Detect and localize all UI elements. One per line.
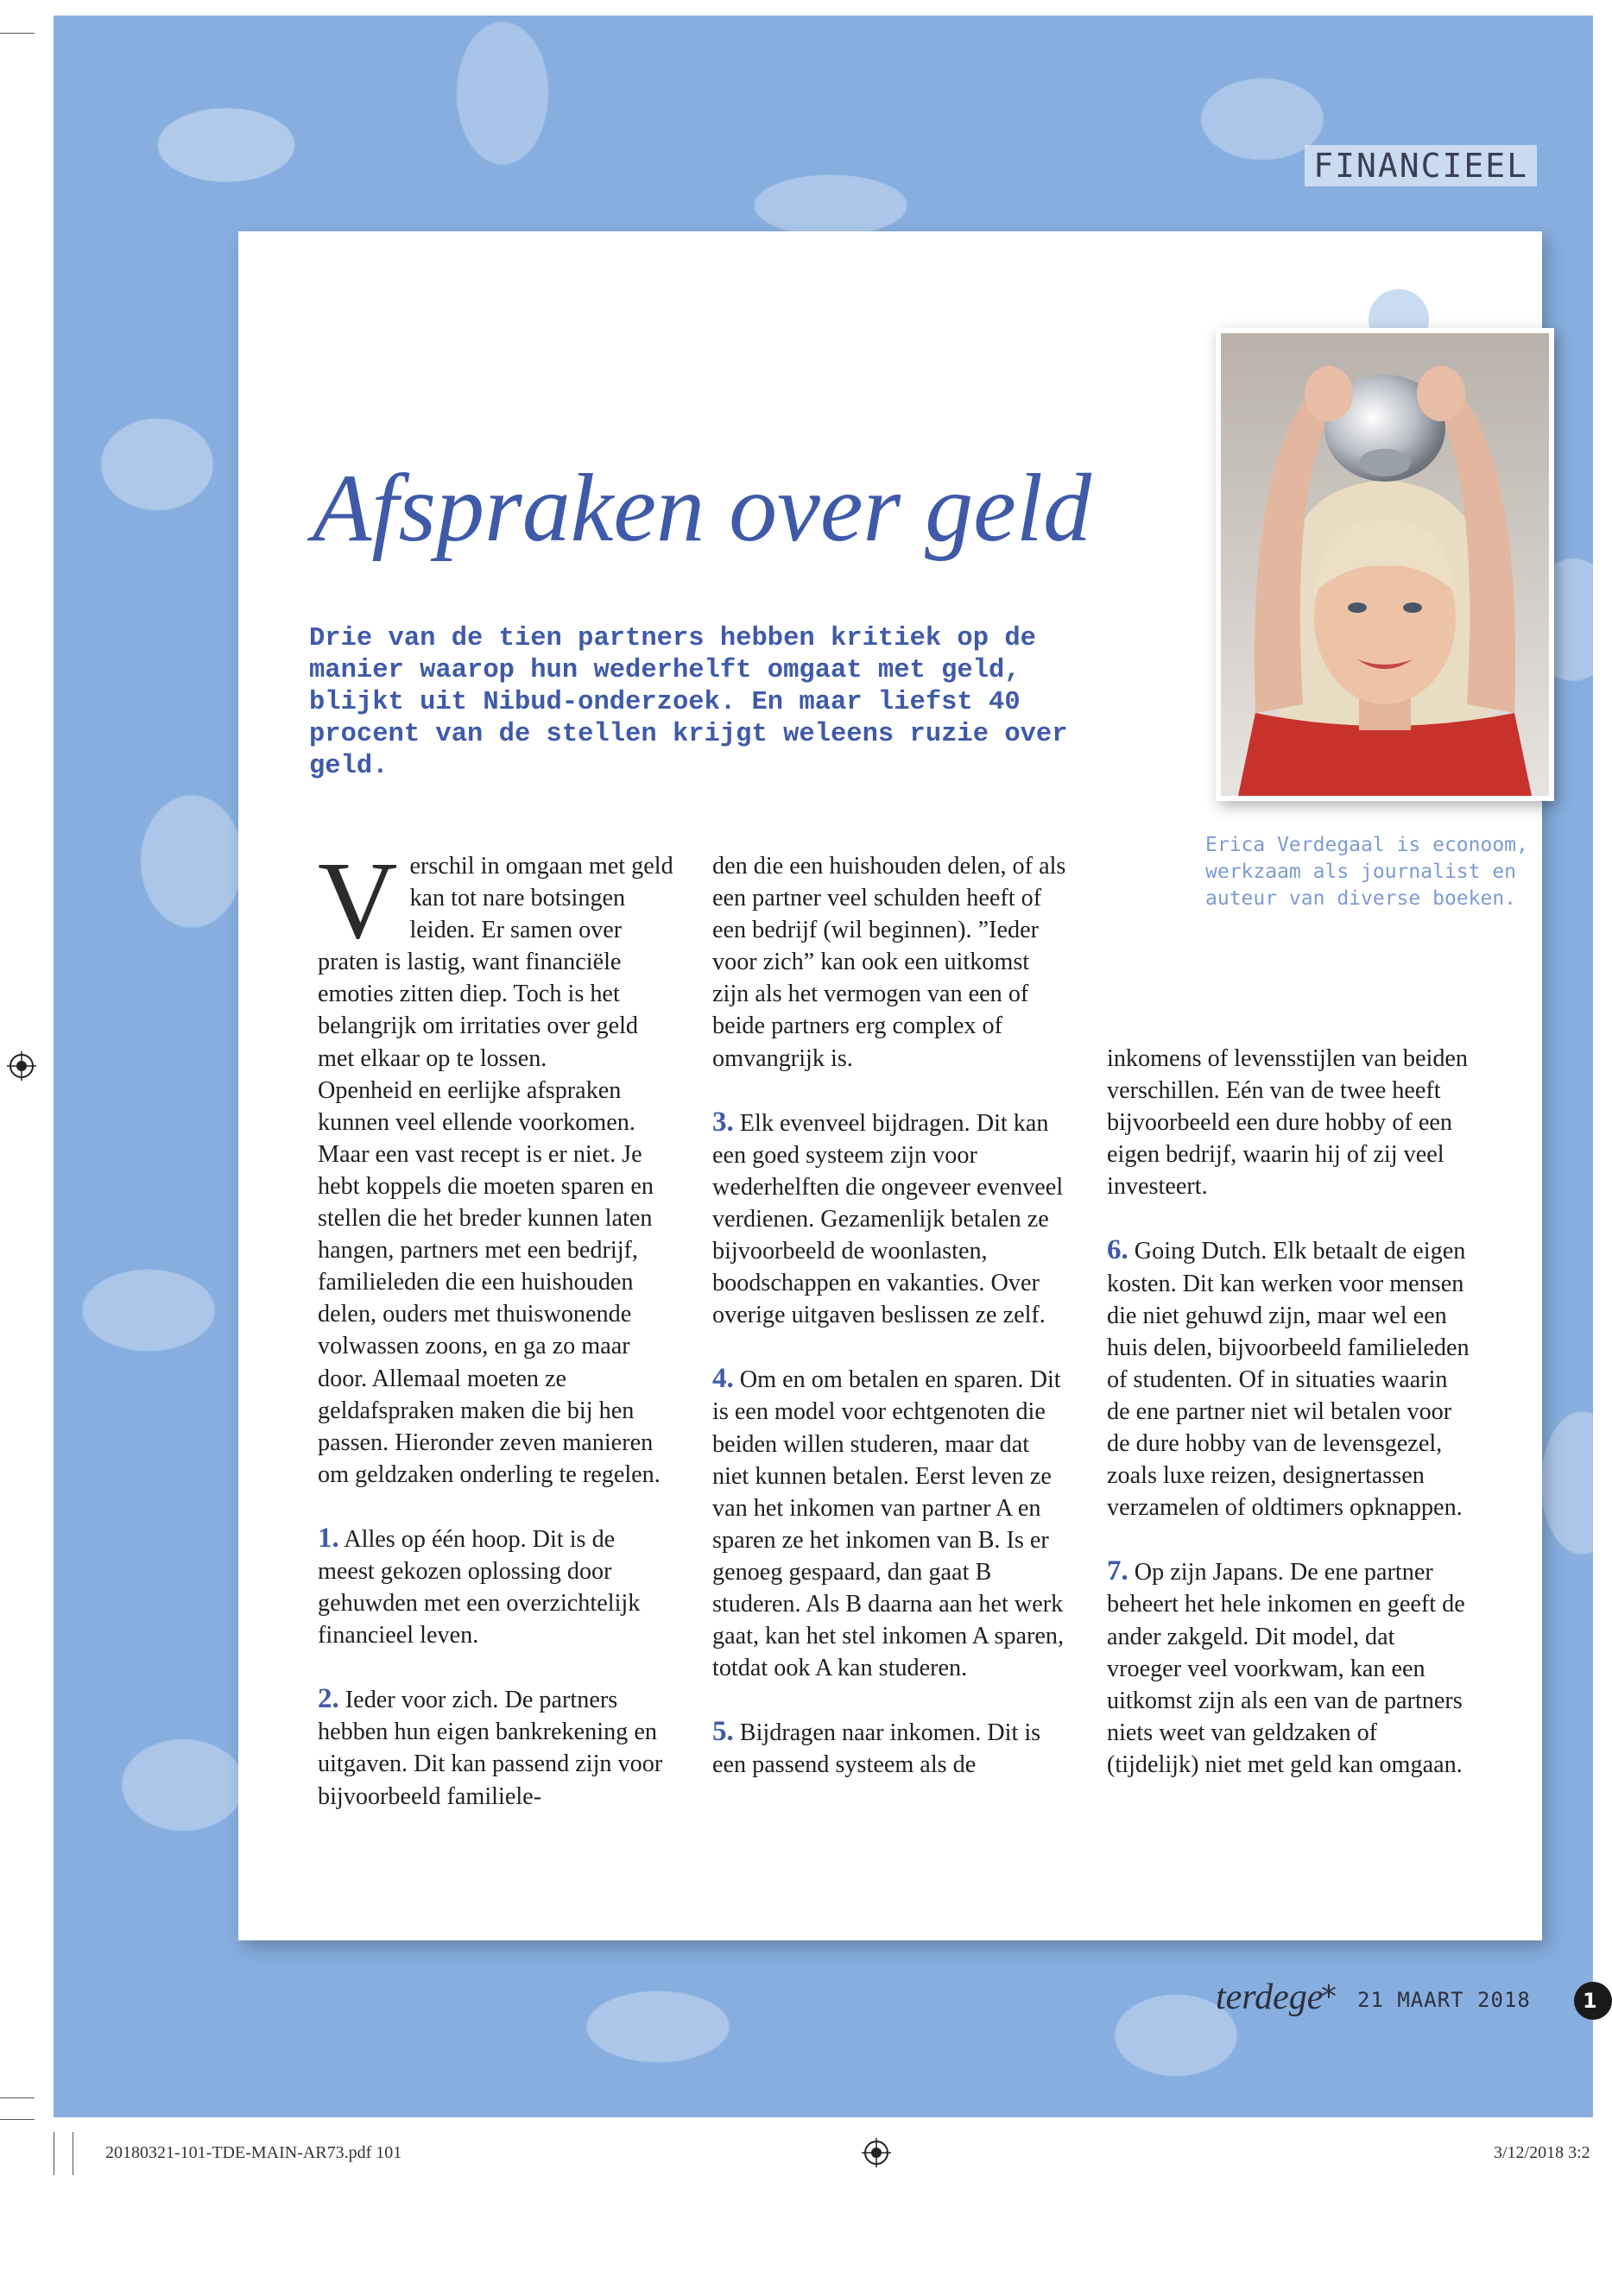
paragraph: Openheid en eerlijke afspraken kunnen veel ellende voorkomen. Maar een vast recept is er niet. Je hebt koppels die moeten sparen en stellen die het breder kunnen laten hangen, partners met een bedrijf, familieleden die een huishouden delen, ouders met thuiswonende volwassen zoons, en ga zo maar door. Allemaal moeten ze geldafspraken maken die bij hen passen. Hieronder zeven manieren om geldzaken onderling te regelen. (318, 1076, 661, 1488)
registration-mark-icon (7, 1051, 36, 1081)
item-number: 6. (1107, 1234, 1128, 1266)
column-2 (712, 850, 1068, 1813)
magazine-brand: terdege (1216, 1977, 1324, 2017)
registration-mark-icon (862, 2138, 891, 2167)
list-item (712, 1107, 1068, 1332)
crop-mark (0, 2097, 35, 2098)
print-slug-date: 3/12/2018 3:2 (1494, 2143, 1590, 2162)
paragraph: den die een huishouden delen, of als een partner veel schulden heeft of een bedrijf (wil beginnen). ”Ieder voor zich” kan ook een uitkomst zijn als het vermogen van een of beide partners erg complex of omvangrijk is. (712, 853, 1066, 1072)
item-text: Ieder voor zich. De partners hebben hun eigen bankrekening en uitgaven. Dit kan passend zijn voor bijvoorbeeld familiele- (318, 1687, 663, 1810)
author-photo (1216, 328, 1554, 801)
list-item (1107, 1555, 1470, 1781)
item-number: 4. (712, 1363, 734, 1395)
section-label: FINANCIEEL (1305, 145, 1537, 186)
paragraph: inkomens of levensstijlen van beiden verschillen. Eén van de twee heeft bijvoorbeeld een dure hobby of een eigen bedrijf, waarin hij of zij veel investeert. (1107, 1045, 1469, 1201)
list-item (1107, 1234, 1470, 1523)
print-slug-file: 20180321-101-TDE-MAIN-AR73.pdf 101 (105, 2143, 402, 2162)
crop-mark (0, 2119, 35, 2120)
item-number: 3. (712, 1106, 734, 1138)
crop-mark (0, 33, 35, 34)
drop-cap: V (318, 839, 398, 962)
page-number: 1 (1574, 1982, 1612, 2020)
article-title: Afspraken over geld (313, 455, 1091, 562)
issue-date: 21 MAART 2018 (1357, 1988, 1531, 2012)
item-number: 7. (1107, 1555, 1128, 1587)
item-text: Bijdragen naar inkomen. Dit is een passend systeem als de (712, 1719, 1041, 1779)
list-item (712, 1716, 1068, 1781)
item-number: 5. (712, 1716, 734, 1748)
photo-caption: Erica Verdegaal is econoom, werkzaam als journalist en auteur van diverse boeken. (1205, 834, 1528, 910)
column-3 (1107, 1043, 1470, 1813)
column-1 (318, 839, 673, 1845)
item-text: Going Dutch. Elk betaalt de eigen kosten. Dit kan werken voor mensen die niet gehuwd zijn, maar wel een huis delen, bijvoorbeeld familieleden of studenten. Of in situaties waarin de ene partner niet wil betalen voor de dure hobby van de levensgezel, zoals luxe reizen, designertassen verzamelen of oldtimers opknappen. (1107, 1238, 1470, 1522)
portrait-photo-icon (1221, 333, 1549, 796)
item-number: 1. (318, 1522, 339, 1554)
list-item (712, 1363, 1068, 1684)
list-item (318, 1523, 673, 1651)
list-item (318, 1683, 673, 1812)
item-text: Elk evenveel bijdragen. Dit kan een goed systeem zijn voor wederhelften die ongeveer evenveel verdienen. Gezamenlijk betalen ze bijvoorbeeld de woonlasten, boodschappen en vakanties. Over overige uitgaven beslissen ze zelf. (712, 1109, 1064, 1329)
article-intro: Drie van de tien partners hebben kritiek op de manier waarop hun wederhelft omgaat met geld, blijkt uit Nibud-onderzoek. En maar liefst 40 procent van de stellen krijgt weleens ruzie over geld. (309, 624, 1068, 781)
item-text: Alles op één hoop. Dit is de meest gekozen oplossing door gehuwden met een overzichtelijk financieel leven. (318, 1525, 641, 1649)
item-text: Op zijn Japans. De ene partner beheert het hele inkomen en geeft de ander zakgeld. Dit model, dat vroeger veel voorkwam, kan een uitkomst zijn als een van de partners niets weet van geldzaken of (tijdelijk) niet met geld kan omgaan. (1107, 1559, 1465, 1778)
star-icon: * (1321, 1979, 1337, 2015)
item-number: 2. (318, 1683, 339, 1715)
paragraph-text: erschil in omgaan met geld kan tot nare botsingen leiden. Er samen over praten is lastig, want financiële emoties zitten diep. Toch is het belangrijk om irritaties over geld met elkaar op te lossen. (318, 853, 673, 1072)
item-text: Om en om betalen en sparen. Dit is een model voor echtgenoten die beiden willen studeren, maar dat niet kunnen betalen. Eerst leven ze van het inkomen van partner A en sparen ze het inkomen van B. Is er genoeg gespaard, dan gaat B studeren. Als B daarna aan het werk gaat, kan het stel inkomen A sparen, totdat ook A kan studeren. (712, 1366, 1065, 1682)
paragraph (318, 839, 673, 1075)
